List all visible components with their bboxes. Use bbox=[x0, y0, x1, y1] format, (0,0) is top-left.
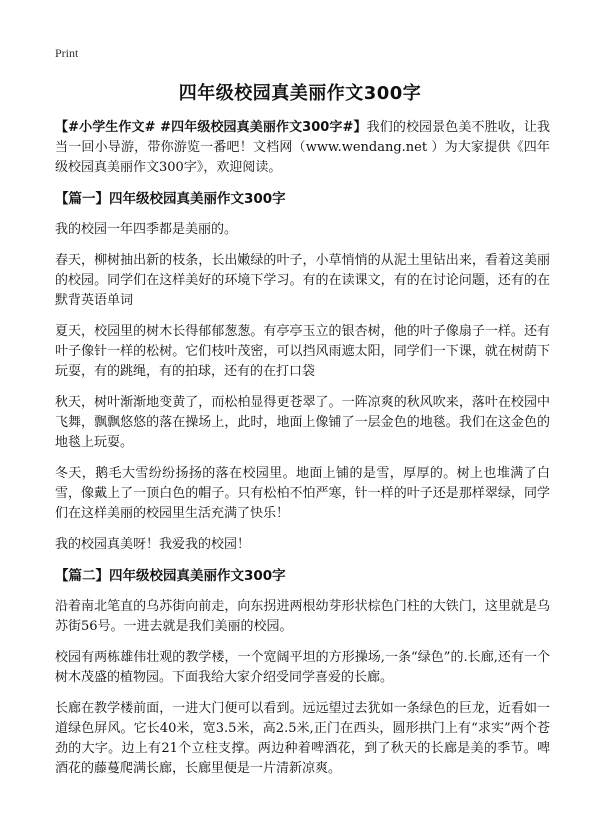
intro-tags: 【#小学生作文# #四年级校园真美丽作文300字#】 bbox=[55, 120, 367, 135]
article-body bbox=[55, 118, 550, 790]
print-label: Print bbox=[55, 46, 79, 60]
section-heading-1: 【篇一】四年级校园真美丽作文300字 bbox=[55, 191, 286, 207]
section1-paragraph: 冬天，鹅毛大雪纷纷扬扬的落在校园里。地面上铺的是雪，厚厚的。树上也堆满了白雪，像戴上了一顶白色的帽子。只有松柏不怕严寒，针一样的叶子还是那样翠绿，同学们在这样美丽的校园里生活充满了快乐！ bbox=[55, 466, 550, 521]
section2-paragraph: 校园有两栋雄伟壮观的教学楼，一个宽阔平坦的方形操场,一条“绿色”的.长廊,还有一个树木茂盛的植物园。下面我给大家介绍受同学喜爱的长廊。 bbox=[55, 650, 550, 685]
section1-paragraph: 夏天，校园里的树木长得郁郁葱葱。有亭亭玉立的银杏树，他的叶子像扇子一样。还有叶子像针一样的松树。它们枝叶茂密，可以挡风雨遮太阳，同学们一下课，就在树荫下玩耍，有的跳绳，有的拍球，还有的在打口袋 bbox=[55, 324, 550, 379]
intro-paragraph bbox=[55, 118, 550, 178]
section2-paragraph: 长廊在教学楼前面，一进大门便可以看到。远远望过去犹如一条绿色的巨龙，近看如一道绿色屏风。它长40米，宽3.5米，高2.5米,正门在西头，圆形拱门上有“求实”两个苍劲的大字。边上有21个立柱支撑。两边种着啤酒花，到了秋天的长廊是美的季节。啤酒花的藤蔓爬满长廊，长廊里便是一片清新凉爽。 bbox=[55, 701, 550, 776]
section-heading-2: 【篇二】四年级校园真美丽作文300字 bbox=[55, 568, 286, 584]
section2-paragraph: 沿着南北笔直的乌苏街向前走，向东拐进两根幼芽形状棕色门柱的大铁门，这里就是乌苏街56号。一进去就是我们美丽的校园。 bbox=[55, 599, 550, 634]
section1-paragraph: 秋天，树叶渐渐地变黄了，而松柏显得更苍翠了。一阵凉爽的秋风吹来，落叶在校园中飞舞，飘飘悠悠的落在操场上，此时，地面上像铺了一层金色的地毯。我们在这金色的地毯上玩耍。 bbox=[55, 395, 550, 450]
intro-text: 我们的校园景色美不胜收，让我当一回小导游，带你游览一番吧！文档网（www.wendang.net ）为大家提供《四年级校园真美丽作文300字》，欢迎阅读。 bbox=[55, 120, 550, 175]
page-title: 四年级校园真美丽作文300字 bbox=[178, 83, 422, 104]
section1-paragraph: 我的校园一年四季都是美丽的。 bbox=[55, 222, 238, 237]
section1-paragraph: 我的校园真美呀！我爱我的校园！ bbox=[55, 537, 251, 552]
section1-paragraph: 春天，柳树抽出新的枝条，长出嫩绿的叶子，小草悄悄的从泥土里钻出来，看着这美丽的校园。同学们在这样美好的环境下学习。有的在读课文，有的在讨论问题，还有的在默背英语单词 bbox=[55, 253, 550, 308]
